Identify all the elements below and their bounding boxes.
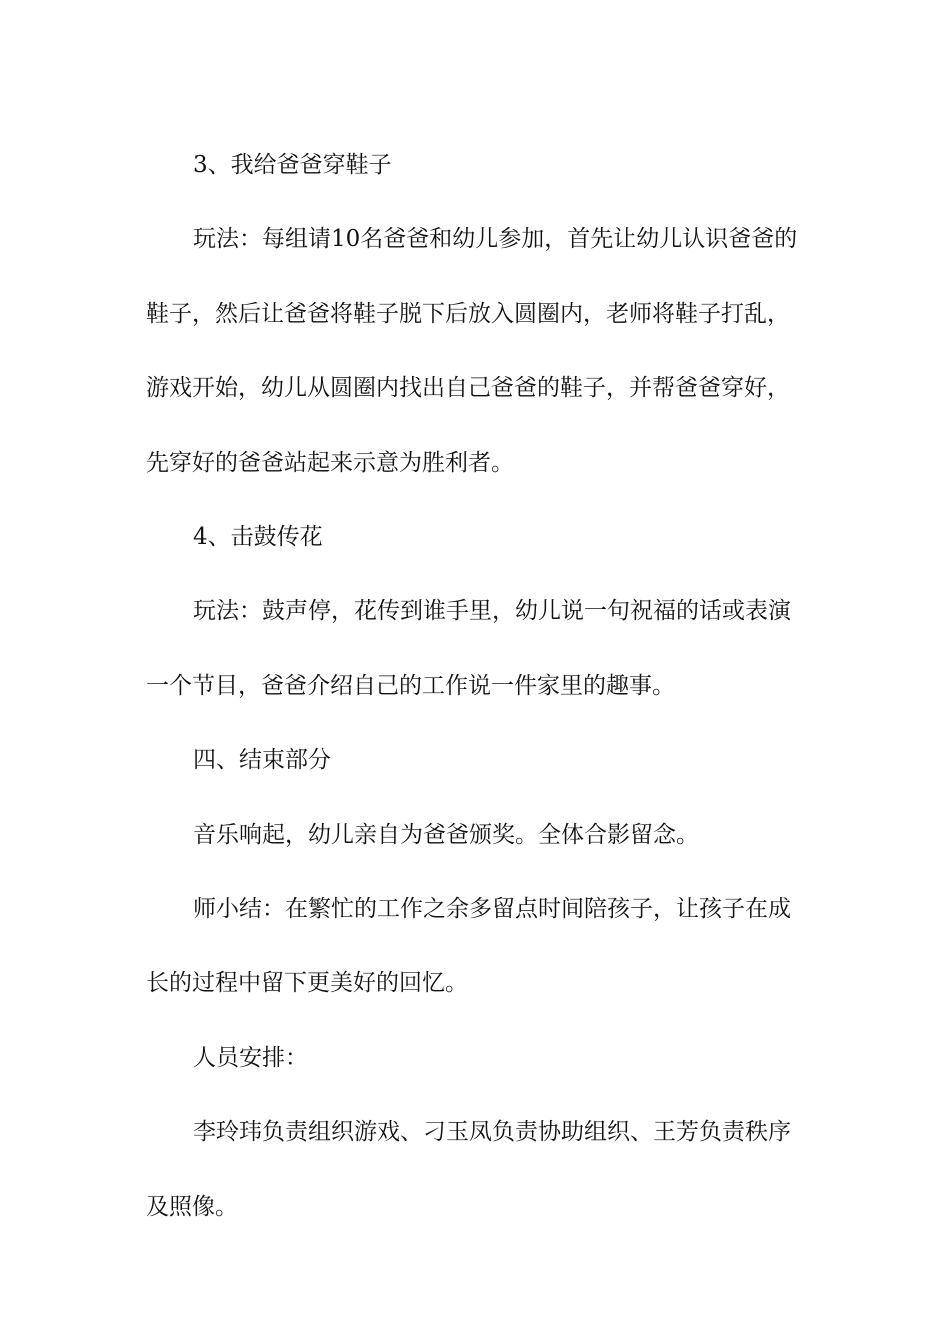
heading-staffing: 人员安排： (193, 1044, 308, 1071)
document-body (146, 128, 810, 1244)
paragraph-game-4-rules: 玩法：鼓声停，花传到谁手里，幼儿说一句祝福的话或表演一个节目，爸爸介绍自己的工作说一件家里的趣事。 (146, 598, 791, 699)
heading-game-4: 4、击鼓传花 (193, 524, 323, 551)
heading-ending: 四、结束部分 (193, 747, 331, 774)
paragraph-ending: 音乐响起，幼儿亲自为爸爸颁奖。全体合影留念。 (193, 821, 699, 848)
paragraph-teacher-summary: 师小结：在繁忙的工作之余多留点时间陪孩子，让孩子在成长的过程中留下更美好的回忆。 (146, 896, 791, 997)
heading-game-3: 3、我给爸爸穿鞋子 (193, 152, 392, 178)
paragraph-game-3-rules: 玩法：每组请10名爸爸和幼儿参加，首先让幼儿认识爸爸的鞋子，然后让爸爸将鞋子脱下后放入圆圈内，老师将鞋子打乱，游戏开始，幼儿从圆圈内找出自己爸爸的鞋子，并帮爸爸穿好，先穿好的爸爸站起来示意为胜利者。 (146, 226, 798, 476)
paragraph-staffing: 李玲玮负责组织游戏、刁玉凤负责协助组织、王芳负责秩序及照像。 (146, 1119, 791, 1220)
